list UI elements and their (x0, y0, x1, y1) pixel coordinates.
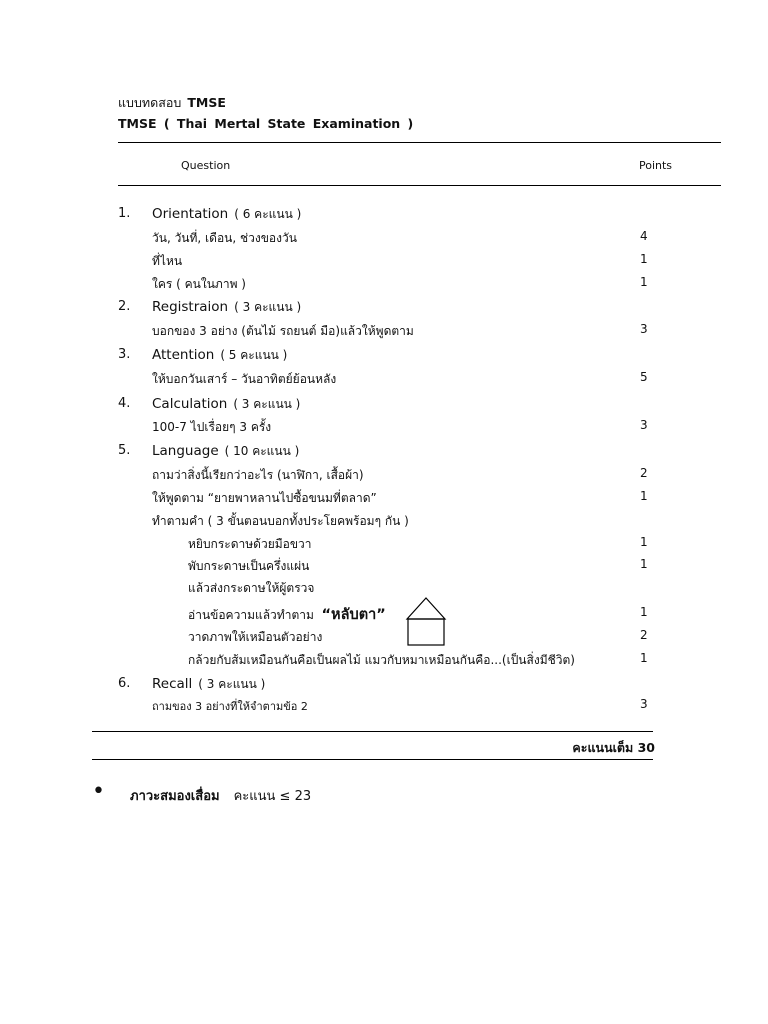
item-points: 1 (640, 275, 648, 289)
question-item: ใคร ( คนในภาพ ) (152, 277, 246, 291)
section-points: ( 3 คะแนน ) (234, 300, 302, 314)
question-item: ถามว่าสิ่งนี้เรียกว่าอะไร (นาฬิกา, เสื้อผ้า) (152, 468, 364, 482)
test-title-prefix: แบบทดสอบ (118, 95, 182, 110)
question-item: บอกของ 3 อย่าง (ต้นไม้ รถยนต์ มือ)แล้วให้พูดตาม (152, 324, 414, 338)
section-title-text: Recall (152, 676, 193, 692)
section-title-text: Language (152, 443, 219, 459)
test-subtitle: TMSE ( Thai Mertal State Examination ) (118, 116, 414, 131)
section-title (152, 205, 301, 224)
bullet-icon: • (92, 779, 105, 804)
section-number: 5. (118, 443, 131, 458)
total-rule-top (92, 731, 653, 732)
item-points: 1 (640, 605, 648, 619)
dementia-threshold: คะแนน ≤ 23 (233, 789, 312, 804)
item-points: 1 (640, 557, 648, 571)
header-rule-bottom (118, 185, 721, 186)
question-item: ให้บอกวันเสาร์ – วันอาทิตย์ย้อนหลัง (152, 372, 337, 386)
question-subitem: กล้วยกับส้มเหมือนกันคือเป็นผลไม้ แมวกับหมาเหมือนกันคือ...(เป็นสิ่งมีชีวิต) (188, 653, 575, 667)
section-title (152, 298, 301, 317)
item-points: 5 (640, 370, 648, 384)
item-points: 1 (640, 651, 648, 665)
section-number: 3. (118, 347, 131, 362)
item-points: 1 (640, 535, 648, 549)
total-score: คะแนนเต็ม 30 (572, 740, 655, 755)
item-points: 2 (640, 628, 648, 642)
question-subitem: วาดภาพให้เหมือนตัวอย่าง (188, 630, 323, 644)
close-eyes-instruction: “หลับตา” (321, 607, 386, 623)
question-subitem: พับกระดาษเป็นครึ่งแผ่น (188, 559, 310, 573)
section-title (152, 442, 299, 461)
column-header-question: Question (181, 159, 231, 172)
section-points: ( 10 คะแนน ) (224, 444, 300, 458)
question-subitem: แล้วส่งกระดาษให้ผู้ตรวจ (188, 581, 315, 595)
item-points: 2 (640, 466, 648, 480)
question-item: ที่ไหน (152, 254, 183, 268)
section-points: ( 3 คะแนน ) (233, 397, 301, 411)
section-points: ( 6 คะแนน ) (234, 207, 302, 221)
dementia-criterion (130, 785, 311, 806)
question-item: วัน, วันที่, เดือน, ช่วงของวัน (152, 231, 297, 245)
question-item: ให้พูดตาม “ยายพาหลานไปซื้อขนมที่ตลาด” (152, 491, 377, 505)
item-points: 1 (640, 252, 648, 266)
section-number: 2. (118, 299, 131, 314)
test-title (118, 93, 226, 113)
question-item: ทำตามคำ ( 3 ขั้นตอนบอกทั้งประโยคพร้อมๆ กัน ) (152, 514, 409, 528)
question-item: 100-7 ไปเรื่อยๆ 3 ครั้ง (152, 420, 272, 434)
section-title-text: Orientation (152, 206, 229, 222)
section-title (152, 346, 287, 365)
question-subitem: หยิบกระดาษด้วยมือขวา (188, 537, 312, 551)
section-number: 1. (118, 206, 131, 221)
header-rule-top (118, 142, 721, 143)
test-title-bold: TMSE (187, 95, 226, 110)
dementia-label: ภาวะสมองเสื่อม (130, 789, 220, 804)
section-number: 4. (118, 396, 131, 411)
item-points: 3 (640, 418, 648, 432)
section-points: ( 3 คะแนน ) (198, 677, 266, 691)
question-subitem (188, 603, 386, 626)
item-points: 3 (640, 322, 648, 336)
section-points: ( 5 คะแนน ) (220, 348, 288, 362)
section-number: 6. (118, 676, 131, 691)
section-title (152, 395, 300, 414)
item-points: 3 (640, 697, 648, 711)
section-title (152, 675, 265, 694)
item-points: 4 (640, 229, 648, 243)
section-title-text: Registraion (152, 299, 229, 315)
question-subitem-text: อ่านข้อความแล้วทำตาม (188, 608, 314, 622)
house-drawing-example-icon (405, 596, 447, 648)
item-points: 1 (640, 489, 648, 503)
section-title-text: Calculation (152, 396, 228, 412)
section-title-text: Attention (152, 347, 215, 363)
question-item: ถามของ 3 อย่างที่ให้จำตามข้อ 2 (152, 700, 308, 713)
total-rule-bottom (92, 759, 653, 760)
column-header-points: Points (639, 159, 673, 172)
